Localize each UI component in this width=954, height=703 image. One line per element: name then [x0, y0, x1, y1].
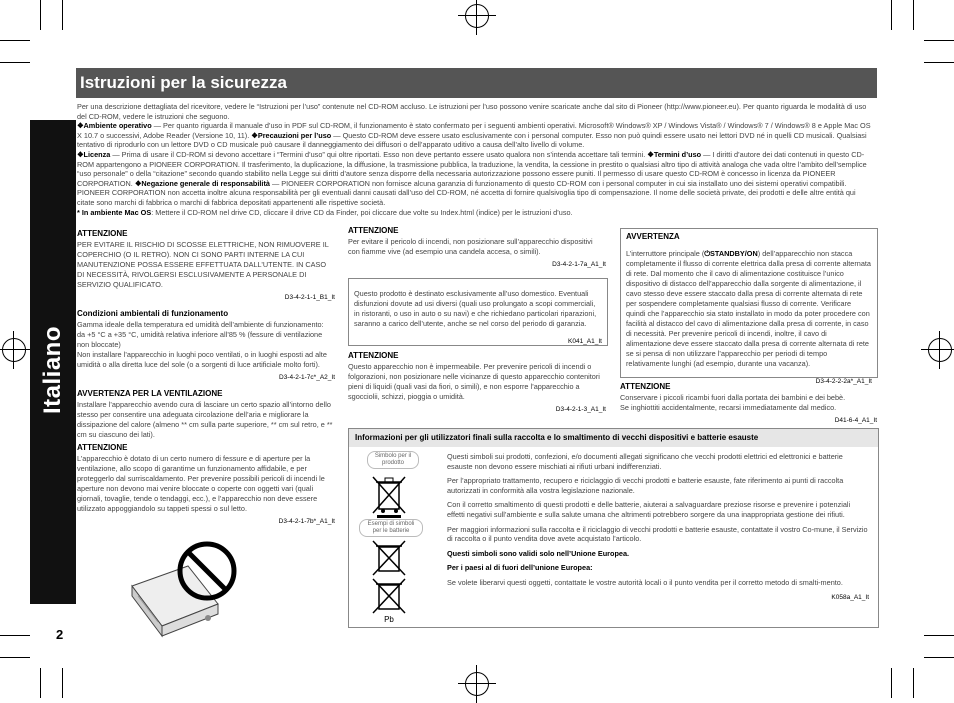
disc-text: — PIONEER CORPORATION non fornisce alcuna garanzia di funzionamento di questo CD-ROM con i personal computer in cui sia installato uno dei sistemi operativi compatibili. PIONEER CORPORATION non accetta inoltre alcuna responsabilità per gli eventuali danni causati dall’uso del CD-ROM, né accetta di fornire qualsivoglia tipo di compensazione. Il nome delle società private, dei prodotti e delle altre entità qui citate sono marchi di fabbrica o marchi di fabbrica depositati appartenenti alle rispettive società. [77, 178, 856, 207]
language-tab-label: Italiano [39, 325, 66, 415]
small-parts-text: Conservare i piccoli ricambi fuori dalla portata dei bambini e dei bebè. [620, 393, 846, 402]
product-symbol-label: Simbolo per il prodotto [367, 451, 419, 469]
registration-mark [2, 338, 26, 362]
crop-mark [40, 0, 41, 30]
page-title: Istruzioni per la sicurezza [80, 73, 287, 92]
crossed-bin-pb-icon [369, 577, 409, 623]
ventilation-text: Installare l’apparecchio avendo cura di lasciare un certo spazio all’intorno dello stesso per consentire una adeguata circolazione dell’aria e migliorare la dissipazione del calore (almeno ** cm sulla parte superiore, ** cm sul retro, e ** cm su ciascuno dei lati). [77, 400, 333, 439]
crossed-bin-icon [369, 473, 409, 519]
crop-mark [0, 40, 30, 41]
crop-mark [40, 668, 41, 698]
standby-text-b: ) dell’apparecchio non stacca completamente il flusso di corrente elettrica dalla presa di corrente alternata di rete. Dal momento che il cavo di alimentazione costituisce l’unico dispositivo di distacco dell’apparecchio dalla sorgente di alimentazione, il cavo stesso deve essere staccato dalla presa di corrente alternata di rete per sospendere completamente qualsiasi flusso di corrente. Verificare quindi che l’apparecchio sia stato installato in modo da poter procedere con facilità al distacco del cavo di alimentazione dalla presa di corrente, in caso di necessità. Per prevenire pericoli di incendi, inoltre, il cavo di alimentazione deve essere staccato dalla presa di corrente alternata di rete se si pensa di non utilizzare l’apparecchio per periodi di tempo relativamente lunghi (ad esempio, durante una vacanza). [626, 249, 871, 369]
column-left [77, 229, 335, 533]
crop-mark [913, 668, 914, 698]
doc-code: D41-6-4_A1_It [834, 417, 877, 424]
mac-label: * In ambiente Mac OS [77, 207, 152, 217]
water-text: Questo apparecchio non è impermeabile. Per prevenire pericoli di incendi o folgorazioni, non posizionare nelle vicinanze di questo apparecchio contenitori pieni di liquidi (quali vasi da fiori, o simili), e non esporre l’apparecchio a sgocciolii, schizzi, pioggia o umidità. [348, 362, 600, 401]
water-heading: ATTENZIONE [348, 351, 399, 360]
column-middle-lower [348, 351, 606, 421]
intro-paragraph: Per una descrizione dettagliata del ricevitore, vedere le “Istruzioni per l’uso” contenute nel CD-ROM accluso. Le istruzioni per l’uso possono venire scaricate anche dal sito di Pioneer (http://www.pioneer.eu). Per quanto riguarda le modalità di uso del CD-ROM, vedere le istruzioni che seguono. [77, 102, 867, 121]
fire-text: Per evitare il pericolo di incendi, non posizionare sull’apparecchio dispositivi con fiamme vive (ad esempio una candela accesa, o simili). [348, 237, 593, 256]
disposal-paragraph: Per l’appropriato trattamento, recupero e riciclaggio di vecchi prodotti e batterie esauste, fate riferimento ai punti di raccolta autorizzati in conformità alla vostra legislazione nazionale. [447, 476, 844, 495]
crop-mark [924, 657, 954, 658]
intro-paragraph-mac [77, 208, 875, 218]
mac-text: : Mettere il CD-ROM nel drive CD, cliccare il drive CD da Finder, poi cliccare due volte su Index.html (indice) per le istruzioni d’uso. [151, 207, 573, 217]
disposal-paragraph: Questi simboli sui prodotti, confezioni, e/o documenti allegati significano che vecchi prodotti elettrici ed elettronici e batterie esauste non devono essere mischiati ai rifiuti urbani indifferenziati. [447, 452, 843, 471]
page-number: 2 [56, 627, 64, 642]
terms-text: — I diritti d’autore dei dati contenuti in questo CD-ROM appartengono a PIONEER CORPORATION. Il trasferimento, la duplicazione, la diffusione, la trasmissione pubblica, la traduzione, la vendita, la cessione in prestito o qualsiasi altro tipo di attività analoga che vada oltre l’ambito dell’semplice “uso personale” o della “citazione” secondo quando stabilito nella Legge sui diritti d’autore senza disporre della necessaria autorizzazione possono essere puniti. Il permesso di usare questo CD-ROM è concesso in licenza da PIONEER CORPORATION. [77, 149, 867, 188]
standby-heading: AVVERTENZA [626, 232, 680, 241]
disposal-paragraph: Per maggiori informazioni sulla raccolta e il riciclaggio di vecchi prodotti e batterie esauste, contattate il vostro Co-mune, il Servizio di raccolta o il punto vendita dove avete acquistato l’articolo. [447, 524, 868, 544]
disposal-text [447, 452, 869, 602]
intro-paragraph-license [77, 150, 875, 208]
home-use-box [348, 278, 608, 346]
doc-code: K058a_A1_It [831, 593, 869, 601]
caution-text: L’apparecchio è dotato di un certo numero di fessure e di aperture per la ventilazione, allo scopo di garantirne un funzionamento affidabile, e per proteggerlo dal surriscaldamento. Per prevenire possibili pericoli di incendi le aperture non devono mai venire bloccate o coperte con oggetti vari (quali giornali, tovaglie, tende o tendaggi, ecc.), e l’apparecchio non deve essere utilizzato appoggiandolo su tappeti spessi o sul letto. [77, 454, 325, 513]
disposal-info-box [348, 428, 879, 628]
intro-section [77, 102, 875, 217]
lic-label: ❖Licenza [77, 149, 111, 159]
section-title-bar [76, 68, 877, 98]
crop-mark [891, 668, 892, 698]
doc-code: D3-4-2-1-1_B1_It [284, 294, 335, 301]
disposal-paragraph-bold [447, 563, 869, 573]
terms-label: ❖Termini d’uso [647, 149, 702, 159]
prec-label: ❖Precauzioni per l’uso [251, 130, 332, 140]
crop-mark [62, 668, 63, 698]
pb-label: Pb [384, 615, 394, 623]
crop-mark [924, 635, 954, 636]
doc-code: D3-4-2-1-7a_A1_It [552, 261, 606, 268]
registration-mark [465, 672, 489, 696]
intro-paragraph-cdrom [77, 121, 875, 150]
ventilation-heading: AVVERTENZA PER LA VENTILAZIONE [77, 389, 223, 398]
disposal-paragraph: Se volete liberarvi questi oggetti, contattate le vostre autorità locali o il punto vendita per il corretto metodo di smalti-mento. [447, 577, 843, 587]
doc-code: D3-4-2-1-3_A1_It [555, 406, 606, 413]
crop-mark [0, 62, 30, 63]
crop-mark [924, 62, 954, 63]
disposal-paragraph: Con il corretto smaltimento di questi prodotti e delle batterie, aiuterai a salvaguardare preziose risorse e prevenire i potenziali effetti negativi sull’ambiente e sulla salute umana che altrimenti potrebbero sorgere da una inappropriata gestione dei rifiuti. [447, 500, 851, 519]
doc-code: K041_A1_It [568, 337, 602, 345]
environment-text: Gamma ideale della temperatura ed umidità dell’ambiente di funzionamento: [77, 320, 324, 329]
environment-note: Non installare l’apparecchio in luoghi poco ventilati, o in luoghi esposti ad alte umidità o alla diretta luce del sole (o a sorgenti di luce artificiale molto forti). [77, 350, 327, 369]
env-text: — Per quanto riguarda il manuale d’uso in PDF sul CD-ROM, il funzionamento è stato confermato per i seguenti ambienti operativi. Microsoft® Windows® XP / Windows Vista® / Windows® 7 / Windows® 8 e Apple Mac OS X 10.7 o successivi, Adobe Reader (Versione 10, 11). [77, 121, 871, 140]
fire-heading: ATTENZIONE [348, 226, 399, 235]
environment-heading: Condizioni ambientali di funzionamento [77, 309, 229, 318]
registration-mark [928, 338, 952, 362]
doc-code: D3-4-2-1-7b*_A1_It [278, 518, 335, 525]
small-parts-heading: ATTENZIONE [620, 382, 671, 391]
crop-mark [891, 0, 892, 30]
crop-mark [0, 657, 30, 658]
prec-text: — Questo CD-ROM deve essere usato esclusivamente con i personal computer. Esso non può quindi essere usato nei lettori DVD né in quelli CD musicali. Qualsiasi tentativo di riprodurlo con un lettore DVD o CD musicale può causare il danneggiamento dei diffusori o dell’apparato uditivo a causa dell’alto livello di volume. [77, 130, 867, 150]
warning-heading: ATTENZIONE [77, 229, 128, 238]
doc-code: D3-4-2-2-2a*_A1_It [815, 377, 872, 385]
disposal-paragraph-bold [447, 549, 869, 559]
disc-label: ❖Negazione generale di responsabilità [134, 178, 270, 188]
lic-text: — Prima di usare il CD-ROM si devono accettare i “Termini d’uso” qui oltre riportati. Esso non deve pertanto essere usato qualora non s’intenda accettare tali termini. [110, 149, 648, 159]
disposal-title: Informazioni per gli utilizzatori finali sulla raccolta e lo smaltimento di vecchi dispositivi e batterie esauste [349, 429, 878, 447]
doc-code: D3-4-2-1-7c*_A2_It [279, 374, 335, 381]
environment-range: da +5 °C a +35 °C, umidità relativa inferiore all’85 % (fessure di ventilazione non bloccate) [77, 330, 323, 349]
caution-heading: ATTENZIONE [77, 443, 128, 452]
column-right-lower [620, 382, 877, 432]
crop-mark [62, 0, 63, 30]
non-eu-heading: Per i paesi al di fuori dell’unione Europea: [447, 563, 593, 573]
warning-text: PER EVITARE IL RISCHIO DI SCOSSE ELETTRICHE, NON RIMUOVERE IL COPERCHIO (O IL RETRO). NON CI SONO PARTI INTERNE LA CUI MANUTENZIONE POSSA ESSERE EFFETTUATA DALL’UTENTE. IN CASO DI NECESSITÀ, RIVOLGERSI ESCLUSIVAMENTE A PERSONALE DI SERVIZIO QUALIFICATO. [77, 240, 329, 289]
registration-mark [465, 4, 489, 28]
eu-note: Questi simboli sono validi solo nell’Unione Europea. [447, 548, 630, 558]
battery-symbol-label: Esempi di simboli per le batterie [359, 519, 423, 537]
crop-mark [924, 40, 954, 41]
small-parts-text-2: Se inghiottiti accidentalmente, recarsi immediatamente dal medico. [620, 403, 837, 412]
standby-warning-box [620, 228, 878, 385]
column-middle [348, 226, 606, 276]
standby-text-a: L’interruttore principale ( [626, 249, 705, 259]
crop-mark [913, 0, 914, 30]
home-use-text: Questo prodotto è destinato esclusivamente all’uso domestico. Eventuali disfunzioni dovute ad usi diversi (quali uso prolungato a scopi commerciali, in ristoranti, o uso in auto o su navi) e che richiedano particolari riparazioni, saranno a carico dell’utente, anche se nel corso del periodo di garanzia. [354, 289, 597, 329]
env-label: ❖Ambiente operativo [77, 121, 152, 131]
crop-mark [0, 635, 30, 636]
prohibited-icon [176, 540, 238, 602]
standby-label: ⏻STANDBY/ON [704, 249, 758, 259]
standby-text [626, 249, 872, 369]
crossed-bin-battery-icon [369, 539, 409, 579]
